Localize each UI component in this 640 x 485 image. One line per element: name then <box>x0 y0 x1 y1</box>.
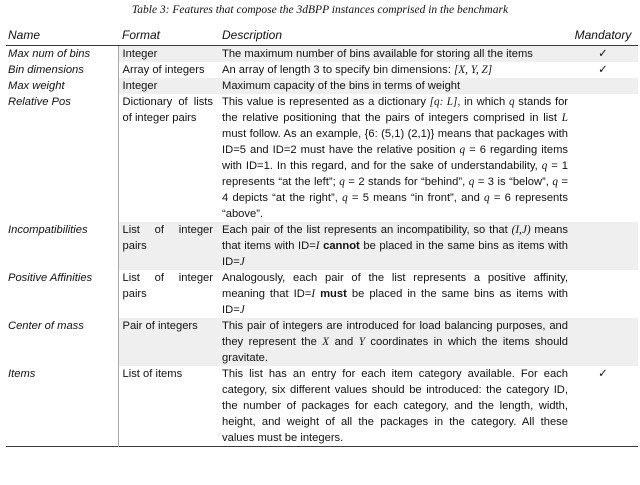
row-name: Relative Pos <box>6 94 118 222</box>
row-name: Items <box>6 366 118 447</box>
features-table <box>6 23 638 447</box>
header-row <box>6 23 638 46</box>
text-segment: , in which <box>457 96 509 108</box>
table-row <box>6 222 638 270</box>
math-variable: q <box>484 192 490 204</box>
text-segment: coordinates in which the items should gravitate. <box>222 336 568 364</box>
table-row <box>6 318 638 366</box>
row-description <box>222 270 568 318</box>
table-row <box>6 270 638 318</box>
text-segment: stands for the relative positioning that the pairs of integers comprised in list <box>222 96 569 124</box>
row-name: Max num of bins <box>6 46 118 63</box>
math-variable: q <box>339 176 345 188</box>
text-segment: = 1 represents “at the left”; <box>222 160 568 188</box>
math-variable: I <box>311 288 316 300</box>
row-mandatory <box>568 94 638 222</box>
math-variable: L <box>561 112 568 124</box>
text-segment: The maximum number of bins available for storing all the items <box>222 48 533 60</box>
checkmark-icon: ✓ <box>598 48 608 60</box>
math-variable: q <box>541 160 548 172</box>
math-variable: I <box>315 240 320 252</box>
text-segment: = 3 is “below”, <box>474 176 553 188</box>
bold-term: cannot <box>323 240 360 252</box>
text-segment: Maximum capacity of the bins in terms of weight <box>222 80 461 92</box>
math-variable: Y <box>358 336 365 348</box>
text-segment: This value is represented as a dictionary <box>222 96 430 108</box>
row-format: List of integer pairs <box>118 222 222 270</box>
text-segment: = 6 regarding items with ID=1. In this regard, and for the sake of understandability, <box>222 144 568 172</box>
row-mandatory <box>568 62 638 78</box>
text-segment: = 4 depicts “at the right”, <box>222 176 568 204</box>
text-segment: means that items with ID= <box>222 224 568 252</box>
row-format: Integer <box>118 78 222 94</box>
bold-term: must <box>320 288 347 300</box>
math-variable: J <box>239 304 245 316</box>
table-body <box>6 46 638 447</box>
math-variable: q <box>342 192 348 204</box>
text-segment: Each pair of the list represents an incompatibility, so that <box>222 224 512 236</box>
row-format: Array of integers <box>122 64 205 76</box>
text-segment: This list has an entry for each item category available. For each category, six different values should be introduced: the category ID, the number of packages for each category, and the length, width, height, and weight of all the packages in the category. All these values must be integers. <box>222 368 568 444</box>
text-segment: must follow. As an example, {6: (5,1) (2,1)} means that packages with ID=5 and ID=2 must have the relative position <box>222 128 568 156</box>
row-mandatory <box>568 318 638 366</box>
row-mandatory <box>568 78 638 94</box>
table-row <box>6 46 638 63</box>
row-description <box>222 318 568 366</box>
text-segment: be placed in the same bins as items with ID= <box>222 288 569 316</box>
row-name: Max weight <box>6 78 118 94</box>
text-segment: be placed in the same bins as items with ID= <box>222 240 569 268</box>
row-format: Integer <box>118 46 222 63</box>
table-caption: Table 3: Features that compose the 3dBPP instances comprised in the benchmark <box>131 4 509 16</box>
row-mandatory <box>568 222 638 270</box>
math-variable: X <box>322 336 330 348</box>
row-format: Dictionary of lists of integer pairs <box>122 96 213 124</box>
text-segment: = 6 represents “above”. <box>222 192 568 220</box>
row-name: Bin dimensions <box>6 62 118 78</box>
table-header <box>6 23 638 46</box>
text-segment: An array of length 3 to specify bin dimensions: <box>222 64 454 76</box>
header-format: Format <box>118 23 222 46</box>
math-variable: q <box>468 176 475 188</box>
text-segment: = 5 means “in front”, and <box>347 192 485 204</box>
row-description <box>222 222 568 270</box>
row-description <box>222 78 568 94</box>
row-description <box>222 62 568 78</box>
row-description <box>222 366 568 447</box>
header-description: Description <box>222 23 568 46</box>
table-row <box>6 62 638 78</box>
row-format: List of integer pairs <box>122 272 213 300</box>
math-variable: J <box>239 256 245 268</box>
header-name: Name <box>6 23 118 46</box>
table-row <box>6 94 638 222</box>
checkmark-icon: ✓ <box>598 368 608 380</box>
table-row <box>6 366 638 447</box>
checkmark-icon: ✓ <box>598 64 608 76</box>
table-row <box>6 78 638 94</box>
math-variable: [X, Y, Z] <box>453 64 493 76</box>
math-variable: q <box>508 96 515 108</box>
math-variable: q <box>552 176 558 188</box>
row-mandatory <box>568 366 638 447</box>
row-mandatory <box>568 270 638 318</box>
row-description <box>222 46 568 63</box>
header-mandatory: Mandatory <box>568 23 638 46</box>
row-description <box>222 94 568 222</box>
text-segment: and <box>329 336 359 348</box>
row-mandatory <box>568 46 638 63</box>
row-name: Positive Affinities <box>6 270 118 318</box>
row-format: List of items <box>122 368 183 380</box>
math-variable: q <box>459 144 466 156</box>
row-name: Incompatibilities <box>6 222 118 270</box>
math-variable: (I,J) <box>511 224 531 236</box>
row-format: Pair of integers <box>118 318 222 366</box>
row-name: Center of mass <box>6 318 118 366</box>
text-segment: Analogously, each pair of the list represents a positive affinity, meaning that ID= <box>222 272 568 300</box>
math-variable: [q: L] <box>429 96 458 108</box>
text-segment: = 2 stands for “behind”, <box>344 176 469 188</box>
text-segment: This pair of integers are introduced for load balancing purposes, and they represent the <box>222 320 568 348</box>
